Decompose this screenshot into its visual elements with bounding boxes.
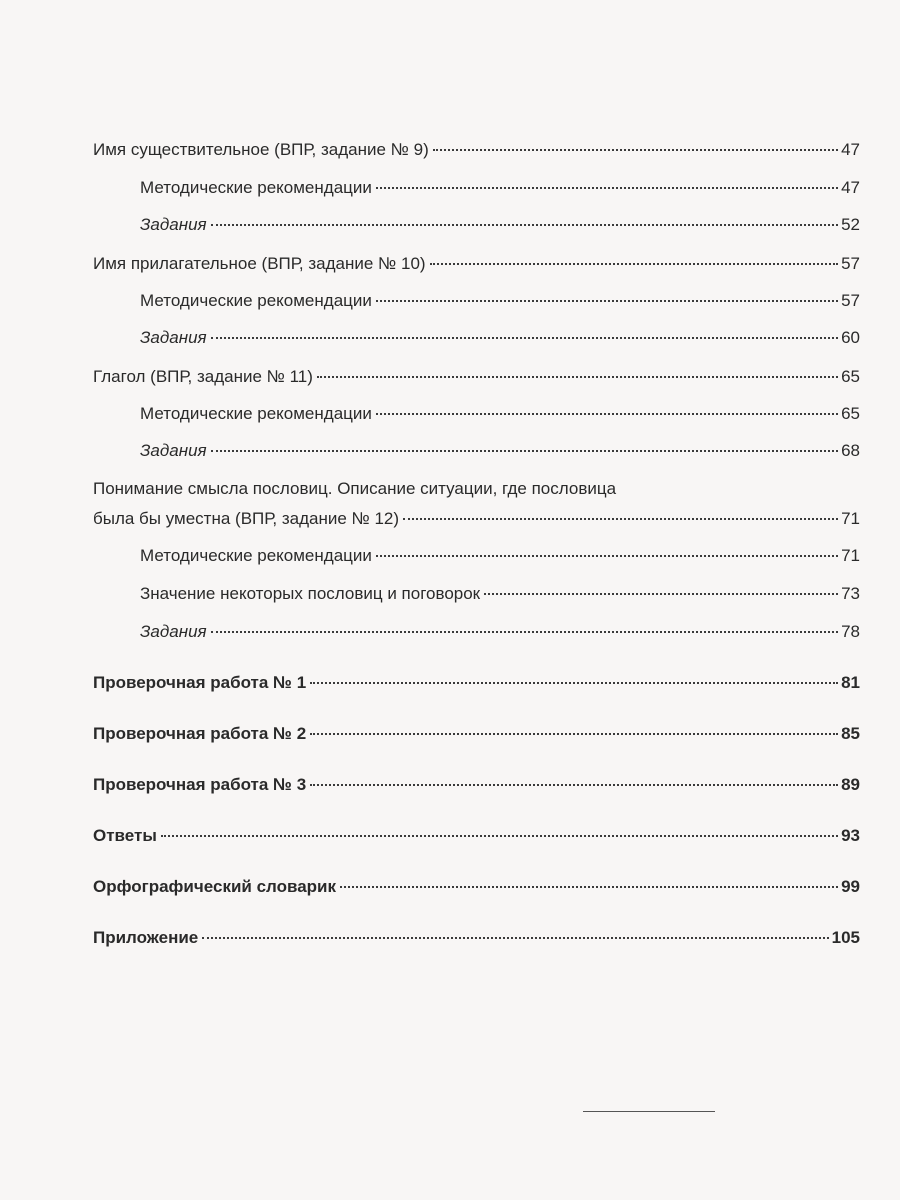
toc-entry[interactable]: [140, 291, 860, 311]
toc-entry[interactable]: [93, 367, 860, 387]
toc-entry-title: Проверочная работа № 3: [93, 775, 307, 794]
toc-entry-title-line1: Понимание смысла пословиц. Описание ситуации, где пословица: [93, 479, 617, 498]
toc-entry[interactable]: [93, 673, 860, 693]
toc-entry[interactable]: [140, 178, 860, 198]
toc-entry[interactable]: [140, 328, 860, 348]
toc-entry-title: Задания: [140, 215, 207, 234]
dot-leader: [376, 187, 838, 189]
dot-leader: [376, 413, 838, 415]
dot-leader: [211, 631, 838, 633]
toc-entry-page: 71: [841, 546, 860, 565]
toc-entry-page: 105: [831, 928, 860, 947]
dot-leader: [403, 518, 838, 520]
toc-entry-title: Имя существительное (ВПР, задание № 9): [93, 140, 429, 159]
toc-entry[interactable]: [140, 546, 860, 566]
dot-leader: [317, 376, 838, 378]
toc-entry-title: Имя прилагательное (ВПР, задание № 10): [93, 254, 426, 273]
footer-rule: [583, 1111, 715, 1112]
toc-entry-title: Методические рекомендации: [140, 291, 372, 310]
toc-entry-page: 57: [841, 291, 860, 310]
dot-leader: [211, 337, 838, 339]
toc-entry-title: Ответы: [93, 826, 157, 845]
toc-entry-page: 65: [841, 404, 860, 423]
toc-entry-title: была бы уместна (ВПР, задание № 12): [93, 509, 400, 528]
toc-entry-title: Методические рекомендации: [140, 404, 372, 423]
toc-entry-page: 57: [841, 254, 860, 273]
dot-leader: [310, 784, 838, 786]
toc-entry-title: Методические рекомендации: [140, 546, 372, 565]
toc-entry[interactable]: [140, 441, 860, 461]
toc-entry[interactable]: [93, 140, 860, 160]
toc-entry[interactable]: [93, 509, 860, 529]
toc-entry-title: Глагол (ВПР, задание № 11): [93, 367, 313, 386]
toc-entry-page: 73: [841, 584, 860, 603]
toc-entry-title: Проверочная работа № 1: [93, 673, 307, 692]
toc-entry-page: 68: [841, 441, 860, 460]
toc-entry[interactable]: [93, 877, 860, 897]
toc-entry[interactable]: [140, 215, 860, 235]
toc-entry[interactable]: [140, 622, 860, 642]
dot-leader: [202, 937, 828, 939]
toc-entry-page: 65: [841, 367, 860, 386]
dot-leader: [430, 263, 839, 265]
toc-entry-page: 81: [841, 673, 860, 692]
toc-entry-title: Орфографический словарик: [93, 877, 337, 896]
toc-entry-page: 99: [841, 877, 860, 896]
toc-entry-page: 85: [841, 724, 860, 743]
toc-entry[interactable]: [93, 775, 860, 795]
toc-entry-page: 47: [841, 178, 860, 197]
dot-leader: [376, 555, 838, 557]
toc-entry[interactable]: [93, 724, 860, 744]
toc-entry[interactable]: [140, 584, 860, 604]
dot-leader: [211, 224, 838, 226]
toc-entry-page: 60: [841, 328, 860, 347]
toc-entry[interactable]: [93, 928, 860, 948]
dot-leader: [484, 593, 838, 595]
toc-entry-title: Приложение: [93, 928, 199, 947]
dot-leader: [433, 149, 838, 151]
dot-leader: [310, 682, 838, 684]
toc-entry-title: Значение некоторых пословиц и поговорок: [140, 584, 481, 603]
toc-entry-title: Задания: [140, 622, 207, 641]
dot-leader: [340, 886, 838, 888]
toc-entry-title: Задания: [140, 328, 207, 347]
dot-leader: [310, 733, 838, 735]
toc-entry[interactable]: [140, 404, 860, 424]
toc-entry-page: 89: [841, 775, 860, 794]
toc-entry[interactable]: [93, 254, 860, 274]
dot-leader: [376, 300, 838, 302]
toc-entry-title: Методические рекомендации: [140, 178, 372, 197]
toc-entry[interactable]: [93, 826, 860, 846]
toc-entry-page: 78: [841, 622, 860, 641]
dot-leader: [211, 450, 838, 452]
toc-entry-page: 71: [841, 509, 860, 528]
toc-entry-page: 52: [841, 215, 860, 234]
dot-leader: [161, 835, 838, 837]
toc-entry-page: 47: [841, 140, 860, 159]
toc-entry-page: 93: [841, 826, 860, 845]
toc-entry-title: Задания: [140, 441, 207, 460]
toc-entry-title: Проверочная работа № 2: [93, 724, 307, 743]
